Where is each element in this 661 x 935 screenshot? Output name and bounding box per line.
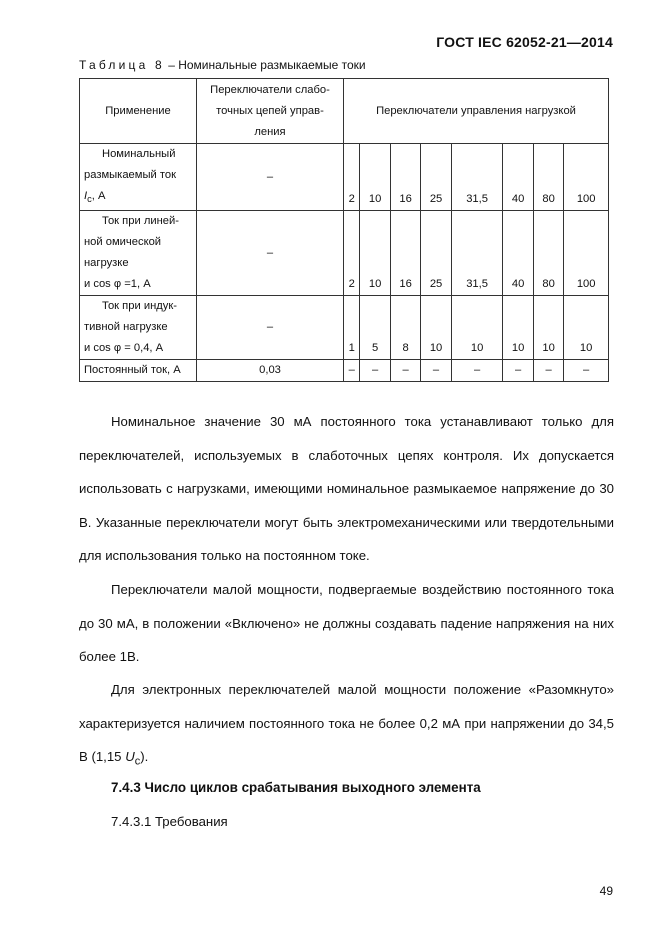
value-cell: 1 [344, 296, 360, 360]
value-cell: 40 [503, 211, 533, 296]
row-label: Ток при индук- тивной нагрузке и cos φ = 0,4, А [80, 296, 197, 360]
table-row [80, 296, 609, 360]
value-cell: 80 [533, 144, 563, 211]
value-cell: 10 [533, 296, 563, 360]
page-number: 49 [599, 884, 613, 898]
row-label: Номинальный размыкаемый ток $I_c$, А [80, 144, 197, 211]
table-caption-label: Таблица 8 [79, 58, 165, 72]
value-cell: – [390, 360, 420, 382]
table-caption [79, 58, 366, 72]
header-load-switches: Переключатели управления нагрузкой [344, 79, 609, 144]
value-cell: 16 [390, 211, 420, 296]
table-row [80, 360, 609, 382]
value-cell: 40 [503, 144, 533, 211]
standard-code-header: ГОСТ IEC 62052-21—2014 [436, 34, 613, 50]
paragraph-30ma-note: Номинальное значение 30 мА постоянного тока устанавливают только для переключателей, используемых в слаботочных цепях контроля. Их допускается использовать с нагрузками, имеющими номинальное размыкаемое напряжение до 30 В. Указанные переключатели могут быть электромеханическими или твердотельными для использования только на постоянном токе. [79, 414, 614, 563]
value-cell: 31,5 [451, 144, 503, 211]
value-cell: – [451, 360, 503, 382]
low-current-value: – [197, 296, 344, 360]
value-cell: 25 [421, 211, 451, 296]
value-cell: 80 [533, 211, 563, 296]
section-heading: 7.4.3 Число циклов срабатывания выходного элемента [111, 780, 481, 795]
value-cell: 5 [360, 296, 390, 360]
header-application: Применение [80, 79, 197, 144]
value-cell: – [564, 360, 609, 382]
paragraph-voltage-drop: Переключатели малой мощности, подвергаемые воздействию постоянного тока до 30 мА, в положении «Включено» не должны создавать падение напряжения на них более 1В. [79, 582, 614, 664]
value-cell: – [344, 360, 360, 382]
value-cell: 16 [390, 144, 420, 211]
value-cell: 10 [564, 296, 609, 360]
row-label: Ток при линей- ной омической нагрузке и cos φ =1, А [80, 211, 197, 296]
table-row [80, 144, 609, 211]
paragraph-open-state: Для электронных переключателей малой мощности положение «Разомкнуто» характеризуется наличием постоянного тока не более 0,2 мА при напряжении до 34,5 В (1,15 $U_c$). [79, 682, 614, 768]
rated-breaking-currents-table [79, 78, 609, 382]
table-caption-text: – Номинальные размыкаемые токи [164, 58, 366, 72]
value-cell: 25 [421, 144, 451, 211]
value-cell: 10 [360, 211, 390, 296]
value-cell: – [503, 360, 533, 382]
low-current-value: 0,03 [197, 360, 344, 382]
value-cell: 8 [390, 296, 420, 360]
value-cell: 10 [451, 296, 503, 360]
subsection-heading: 7.4.3.1 Требования [111, 814, 228, 829]
low-current-value: – [197, 211, 344, 296]
low-current-value: – [197, 144, 344, 211]
header-low-current-switches [197, 79, 344, 144]
header-low-line2: точных цепей управ- [216, 104, 324, 117]
value-cell: 100 [564, 211, 609, 296]
value-cell: 2 [344, 211, 360, 296]
value-cell: 10 [360, 144, 390, 211]
header-low-line1: Переключатели слабо- [210, 83, 330, 96]
value-cell: – [360, 360, 390, 382]
row-label: Постоянный ток, А [80, 360, 197, 382]
value-cell: 2 [344, 144, 360, 211]
header-low-line3: ления [254, 125, 286, 138]
value-cell: 100 [564, 144, 609, 211]
value-cell: 31,5 [451, 211, 503, 296]
value-cell: – [533, 360, 563, 382]
value-cell: 10 [421, 296, 451, 360]
value-cell: 10 [503, 296, 533, 360]
table-header-row [80, 79, 609, 144]
table-row [80, 211, 609, 296]
value-cell: – [421, 360, 451, 382]
